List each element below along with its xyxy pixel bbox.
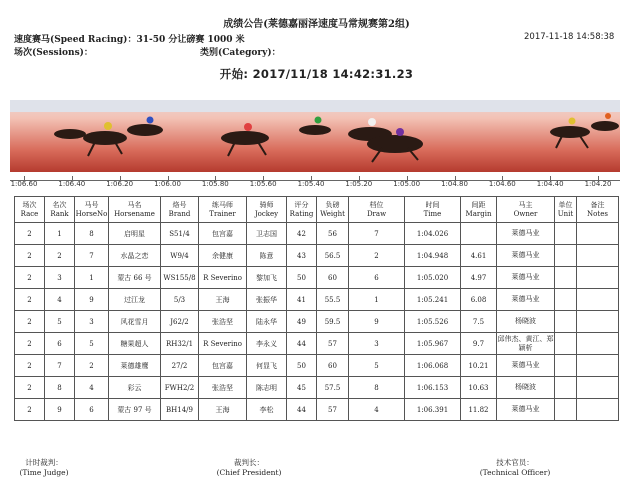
table-cell: 风花雪月: [109, 311, 161, 333]
table-cell: 59.5: [317, 311, 349, 333]
column-header-cn: 烙号: [172, 200, 187, 209]
table-cell: 彩云: [109, 377, 161, 399]
table-cell: [577, 311, 619, 333]
signature-label-en: (Chief President): [216, 468, 282, 477]
column-header-cn: 档位: [369, 200, 384, 209]
table-cell: 7: [349, 223, 405, 245]
race-label: 速度赛马(Speed Racing)：31-50 分让磅赛 1000 米: [14, 35, 245, 45]
table-cell: [555, 223, 577, 245]
table-cell: [555, 267, 577, 289]
table-cell: [555, 355, 577, 377]
table-cell: 5: [349, 355, 405, 377]
table-cell: 9: [75, 289, 109, 311]
table-row: [15, 399, 619, 421]
table-cell: 6: [75, 399, 109, 421]
table-cell: 55.5: [317, 289, 349, 311]
column-header-en: Rank: [50, 209, 69, 218]
table-cell: W9/4: [161, 245, 199, 267]
table-cell: 4: [349, 399, 405, 421]
timeline-tick-label: 1:06.60: [10, 180, 38, 188]
table-cell: 包宫嘉: [199, 223, 247, 245]
signature-label-en: (Time Judge): [19, 468, 69, 477]
column-header: [577, 197, 619, 223]
table-cell: R Severino: [199, 333, 247, 355]
table-cell: 莱德马业: [497, 245, 555, 267]
table-cell: 莱德马业: [497, 399, 555, 421]
table-cell: [555, 377, 577, 399]
table-cell: R Severino: [199, 267, 247, 289]
table-cell: [577, 399, 619, 421]
table-row: [15, 245, 619, 267]
table-cell: 1: [75, 267, 109, 289]
table-cell: [577, 289, 619, 311]
column-header-en: HorseNo: [75, 209, 108, 218]
table-cell: 8: [45, 377, 75, 399]
table-cell: 2: [15, 333, 45, 355]
table-cell: 1:05.526: [405, 311, 461, 333]
column-header-en: Jockey: [254, 209, 279, 218]
timeline-tick-label: 1:04.80: [441, 180, 468, 188]
table-cell: 57: [317, 333, 349, 355]
table-cell: 张浩坚: [199, 377, 247, 399]
table-cell: 10.21: [461, 355, 497, 377]
table-cell: 1:05.020: [405, 267, 461, 289]
timeline-tick-label: 1:05.40: [297, 180, 325, 188]
table-row: [15, 223, 619, 245]
timeline-tick-label: 1:05.60: [249, 180, 277, 188]
table-cell: 莱德雄鹰: [109, 355, 161, 377]
table-cell: 莱德马业: [497, 289, 555, 311]
table-cell: 张浩坚: [199, 311, 247, 333]
table-cell: 5: [75, 333, 109, 355]
table-cell: 60: [317, 267, 349, 289]
table-cell: 7: [75, 245, 109, 267]
table-cell: 43: [287, 245, 317, 267]
table-cell: 44: [287, 333, 317, 355]
table-cell: 10.63: [461, 377, 497, 399]
table-header-row: [15, 197, 619, 223]
table-cell: 黎加飞: [247, 267, 287, 289]
column-header: [555, 197, 577, 223]
column-header: [287, 197, 317, 223]
table-cell: 蒙古 97 号: [109, 399, 161, 421]
table-cell: 42: [287, 223, 317, 245]
signature-label: 计时裁判：: [25, 458, 63, 467]
column-header-en: Race: [20, 209, 39, 218]
column-header-cn: 时间: [425, 200, 440, 209]
table-cell: 57.5: [317, 377, 349, 399]
table-cell: 2: [45, 245, 75, 267]
table-cell: 8: [349, 377, 405, 399]
column-header: [109, 197, 161, 223]
timeline-tick-label: 1:04.60: [488, 180, 516, 188]
table-cell: 糖果超人: [109, 333, 161, 355]
table-cell: 2: [15, 245, 45, 267]
table-cell: FWH2/2: [161, 377, 199, 399]
table-cell: 1:06.153: [405, 377, 461, 399]
datetime: 2017-11-18 14:58:38: [524, 32, 615, 42]
column-header-cn: 间距: [471, 200, 486, 209]
table-cell: 8: [75, 223, 109, 245]
column-header-en: Weight: [320, 209, 345, 218]
table-cell: 6: [349, 267, 405, 289]
timeline-tick-label: 1:06.00: [154, 180, 181, 188]
table-cell: 2: [15, 311, 45, 333]
table-cell: 1:05.967: [405, 333, 461, 355]
timeline-tick-label: 1:04.20: [584, 180, 612, 188]
table-cell: 张振华: [247, 289, 287, 311]
table-cell: 3: [45, 267, 75, 289]
table-cell: 2: [15, 289, 45, 311]
signature-time-judge: [14, 458, 74, 478]
table-cell: [577, 355, 619, 377]
category-label: 类别(Category)：: [200, 48, 281, 58]
table-cell: [555, 311, 577, 333]
column-header: [75, 197, 109, 223]
table-cell: 56.5: [317, 245, 349, 267]
table-cell: 邱伟杰、黄江、郑颖析: [497, 333, 555, 355]
table-cell: 过江龙: [109, 289, 161, 311]
table-cell: 陈志明: [247, 377, 287, 399]
timeline-tick-label: 1:05.20: [345, 180, 373, 188]
table-cell: 4: [75, 377, 109, 399]
column-header-cn: 负磅: [325, 200, 340, 209]
table-cell: [577, 377, 619, 399]
table-cell: 莱德马业: [497, 267, 555, 289]
table-cell: 余健康: [199, 245, 247, 267]
column-header-en: Draw: [366, 209, 387, 218]
results-table: [14, 196, 619, 421]
table-cell: 9: [45, 399, 75, 421]
table-cell: [555, 289, 577, 311]
table-cell: 2: [75, 355, 109, 377]
column-header: [247, 197, 287, 223]
table-cell: 6.08: [461, 289, 497, 311]
table-cell: 1:06.068: [405, 355, 461, 377]
table-cell: 7: [45, 355, 75, 377]
column-header: [349, 197, 405, 223]
column-header: [317, 197, 349, 223]
table-cell: 9.7: [461, 333, 497, 355]
table-cell: 1: [349, 289, 405, 311]
table-cell: 4: [45, 289, 75, 311]
table-cell: 5/3: [161, 289, 199, 311]
table-row: [15, 333, 619, 355]
table-cell: 包宫嘉: [199, 355, 247, 377]
table-cell: 陆永华: [247, 311, 287, 333]
table-cell: [555, 399, 577, 421]
table-cell: 49: [287, 311, 317, 333]
column-header-cn: 马名: [127, 200, 142, 209]
column-header-en: Rating: [289, 209, 314, 218]
table-cell: 杨晓波: [497, 311, 555, 333]
table-cell: 50: [287, 355, 317, 377]
table-cell: 1: [45, 223, 75, 245]
table-cell: 王海: [199, 289, 247, 311]
table-cell: RH32/1: [161, 333, 199, 355]
table-cell: J62/2: [161, 311, 199, 333]
table-cell: 蒙古 66 号: [109, 267, 161, 289]
table-cell: 60: [317, 355, 349, 377]
table-cell: 1:05.241: [405, 289, 461, 311]
table-cell: [577, 267, 619, 289]
column-header-en: Owner: [513, 209, 538, 218]
table-cell: 1:04.948: [405, 245, 461, 267]
column-header-cn: 场次: [22, 200, 37, 209]
signature-label: 技术官员：: [496, 458, 534, 467]
table-row: [15, 267, 619, 289]
start-time: 开始: 2017/11/18 14:42:31.23: [219, 67, 414, 81]
table-cell: 41: [287, 289, 317, 311]
column-header-en: Brand: [168, 209, 191, 218]
table-cell: 王海: [199, 399, 247, 421]
column-header-cn: 练马师: [212, 200, 233, 209]
table-cell: 何显飞: [247, 355, 287, 377]
table-cell: WS155/8: [161, 267, 199, 289]
table-cell: 27/2: [161, 355, 199, 377]
column-header-cn: 评分: [294, 200, 309, 209]
column-header: [199, 197, 247, 223]
table-cell: 9: [349, 311, 405, 333]
column-header-en: Horsename: [114, 209, 155, 218]
table-cell: 7.5: [461, 311, 497, 333]
timeline-tick-label: 1:04.40: [536, 180, 564, 188]
table-cell: BH14/9: [161, 399, 199, 421]
column-header-cn: 名次: [52, 200, 67, 209]
table-row: [15, 377, 619, 399]
column-header-cn: 单位: [558, 200, 573, 209]
column-header: [405, 197, 461, 223]
table-row: [15, 311, 619, 333]
page-title: 成绩公告(莱德嘉丽泽速度马常规赛第2组): [223, 19, 410, 30]
sessions-label: 场次(Sessions)：: [14, 48, 93, 58]
table-cell: 2: [15, 355, 45, 377]
table-cell: [555, 245, 577, 267]
table-cell: S51/4: [161, 223, 199, 245]
table-cell: 李永义: [247, 333, 287, 355]
table-row: [15, 289, 619, 311]
table-cell: 李松: [247, 399, 287, 421]
signature-label: 裁判长：: [234, 458, 264, 467]
column-header-en: Notes: [587, 209, 608, 218]
table-cell: 莱德马业: [497, 355, 555, 377]
table-cell: 57: [317, 399, 349, 421]
column-header: [497, 197, 555, 223]
table-cell: [461, 223, 497, 245]
column-header-cn: 马主: [518, 200, 533, 209]
column-header: [461, 197, 497, 223]
table-cell: 2: [15, 377, 45, 399]
table-cell: 1:04.026: [405, 223, 461, 245]
table-cell: [555, 333, 577, 355]
table-cell: 杨晓波: [497, 377, 555, 399]
table-cell: 卫志国: [247, 223, 287, 245]
table-cell: 2: [15, 267, 45, 289]
table-cell: 启明星: [109, 223, 161, 245]
column-header-en: Time: [423, 209, 442, 218]
table-cell: 陈意: [247, 245, 287, 267]
column-header-cn: 骑师: [259, 200, 274, 209]
table-cell: 4.61: [461, 245, 497, 267]
table-cell: 4.97: [461, 267, 497, 289]
table-cell: 56: [317, 223, 349, 245]
table-cell: [577, 333, 619, 355]
column-header: [45, 197, 75, 223]
table-cell: 莱德马业: [497, 223, 555, 245]
table-cell: 44: [287, 399, 317, 421]
table-cell: 50: [287, 267, 317, 289]
table-cell: 45: [287, 377, 317, 399]
timeline-tick-label: 1:06.40: [58, 180, 86, 188]
photo-finish-image: [10, 100, 620, 172]
timeline-tick-label: 1:05.00: [393, 180, 421, 188]
table-cell: 2: [15, 399, 45, 421]
signature-chief-president: [214, 458, 284, 478]
table-cell: [577, 223, 619, 245]
column-header-cn: 马号: [84, 200, 99, 209]
table-cell: 1:06.391: [405, 399, 461, 421]
signature-label-en: (Technical Officer): [479, 468, 551, 477]
timeline-tick-label: 1:06.20: [106, 180, 134, 188]
signature-technical-officer: [470, 458, 560, 478]
column-header: [161, 197, 199, 223]
table-cell: 6: [45, 333, 75, 355]
column-header-en: Trainer: [209, 209, 236, 218]
timeline-tick-label: 1:05.80: [201, 180, 229, 188]
table-cell: 3: [75, 311, 109, 333]
table-cell: [577, 245, 619, 267]
column-header-en: Unit: [557, 209, 574, 218]
table-cell: 11.82: [461, 399, 497, 421]
column-header-en: Margin: [465, 209, 492, 218]
table-row: [15, 355, 619, 377]
table-cell: 2: [349, 245, 405, 267]
table-cell: 3: [349, 333, 405, 355]
table-cell: 水晶之恋: [109, 245, 161, 267]
column-header-cn: 备注: [590, 200, 605, 209]
column-header: [15, 197, 45, 223]
table-cell: 5: [45, 311, 75, 333]
table-cell: 2: [15, 223, 45, 245]
